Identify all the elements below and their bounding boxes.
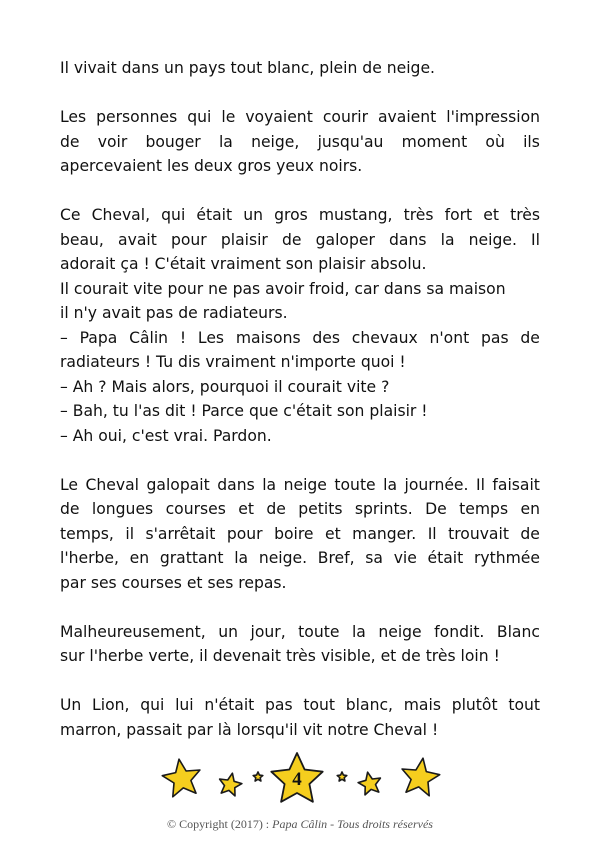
text-line [60, 522, 540, 547]
word: où [485, 132, 505, 151]
text-line: adorait ça ! C'était vraiment son plaisir absolu. [60, 255, 427, 273]
text-line: Il vivait dans un pays tout blanc, plein de neige. [60, 59, 436, 77]
word: ! [179, 328, 187, 347]
word: de [281, 230, 302, 249]
word: mustang, [318, 206, 393, 224]
word: galopait [146, 475, 210, 494]
story-page [60, 56, 540, 742]
star-icon [162, 759, 200, 797]
word: neige [283, 475, 327, 494]
paragraph [60, 693, 540, 742]
copyright-prefix: © Copyright (2017) : [167, 817, 273, 831]
paragraph-spacer [60, 81, 540, 106]
text-line [60, 130, 540, 155]
paragraph [60, 473, 540, 596]
word: Malheureusement, [60, 622, 206, 641]
word: Un [60, 696, 82, 714]
word: Bref, [317, 549, 355, 567]
text-line [60, 620, 540, 645]
word: de [60, 132, 80, 151]
word: neige, [251, 132, 300, 151]
word: ils [523, 132, 540, 151]
word: très [403, 206, 434, 224]
word: fondit. [434, 622, 485, 641]
word: de [266, 500, 286, 518]
paragraph [60, 620, 540, 669]
text-line [60, 693, 540, 718]
word: de [60, 500, 80, 518]
word: faisait [492, 475, 540, 494]
text-line: par ses courses et ses repas. [60, 573, 287, 592]
word: et [238, 500, 254, 518]
word: de [520, 524, 540, 543]
word: en [129, 549, 150, 567]
word: avait [118, 230, 157, 249]
word: toute [334, 475, 376, 494]
text-line: – Ah oui, c'est vrai. Pardon. [60, 426, 272, 445]
word: l'impression [446, 108, 540, 126]
word: Ce [60, 206, 81, 224]
footer-stars-decoration [0, 752, 600, 812]
word: Il [475, 475, 485, 494]
word: la [234, 549, 249, 567]
word: la [262, 475, 277, 494]
word: plutôt [451, 696, 498, 714]
word: galoper [315, 230, 375, 249]
star-icon [358, 772, 380, 795]
word: chevaux [351, 328, 418, 347]
word: toute [298, 622, 340, 641]
text-line [60, 326, 540, 351]
word: neige. [468, 230, 517, 249]
word: boire [274, 524, 314, 543]
copyright-notice [0, 817, 600, 832]
word: la [383, 475, 398, 494]
word: n'était [204, 696, 255, 714]
text-line: marron, passait par là lorsqu'il vit notre Cheval ! [60, 720, 439, 739]
text-line [60, 105, 540, 130]
word: le [221, 108, 236, 126]
word: était [196, 206, 233, 224]
word: la [351, 622, 366, 641]
word: Les [197, 328, 225, 347]
word: journée. [404, 475, 469, 494]
star-icon [402, 758, 440, 796]
word: beau, [60, 230, 104, 249]
word: des [312, 328, 340, 347]
paragraph [60, 203, 540, 448]
word: jour, [250, 622, 286, 641]
word: courir [322, 108, 368, 126]
word: Cheval [85, 475, 139, 494]
text-line [60, 497, 540, 522]
word: et [324, 524, 341, 543]
word: neige. [258, 549, 308, 567]
word: tout [303, 696, 336, 714]
word: moment [401, 132, 468, 151]
star-icon [220, 773, 242, 796]
word: rythmée [473, 549, 540, 567]
text-line: – Ah ? Mais alors, pourquoi il courait vite ? [60, 377, 390, 396]
text-line: – Bah, tu l'as dit ! Parce que c'était son plaisir ! [60, 402, 428, 420]
word: – [60, 328, 68, 347]
word: temps, [60, 524, 114, 543]
word: très [510, 206, 540, 224]
word: et [483, 206, 499, 224]
word: bouger [145, 132, 201, 151]
word: De [425, 500, 447, 518]
word: voir [97, 132, 128, 151]
text-line [60, 546, 540, 571]
word: Le [60, 475, 79, 494]
text-line: apercevaient les deux gros yeux noirs. [60, 157, 363, 175]
word: voyaient [245, 108, 313, 126]
paragraph [60, 105, 540, 179]
word: gros [274, 206, 308, 224]
word: Câlin [129, 328, 169, 347]
word: neige [378, 622, 422, 641]
word: s'arrêtait [145, 524, 216, 543]
word: sa [365, 549, 383, 567]
paragraph-spacer [60, 179, 540, 204]
word: blanc, [345, 696, 393, 714]
word: pas [481, 328, 509, 347]
word: Papa [79, 328, 118, 347]
copyright-owner: Papa Câlin - Tous droits réservés [272, 817, 433, 831]
word: dans [217, 475, 255, 494]
word: trouvait [448, 524, 509, 543]
word: dans [389, 230, 427, 249]
star-icon [253, 772, 263, 781]
word: lui [175, 696, 194, 714]
word: un [243, 206, 263, 224]
word: n'ont [429, 328, 470, 347]
text-line: Il courait vite pour ne pas avoir froid, car dans sa maison [60, 279, 506, 298]
text-line: il n'y avait pas de radiateurs. [60, 304, 288, 322]
word: manger. [352, 524, 417, 543]
word: longues [91, 500, 154, 518]
paragraph [60, 56, 540, 81]
paragraph-spacer [60, 669, 540, 694]
word: de [520, 328, 540, 347]
word: en [520, 500, 540, 518]
word: la [218, 132, 233, 151]
word: sprints. [354, 500, 413, 518]
word: Il [531, 230, 540, 249]
word: était [427, 549, 464, 567]
word: tout [508, 696, 540, 714]
page-number: 4 [292, 769, 302, 790]
word: maisons [235, 328, 301, 347]
word: vie [393, 549, 417, 567]
word: pour [226, 524, 263, 543]
word: il [125, 524, 135, 543]
word: pas [265, 696, 293, 714]
word: l'herbe, [60, 549, 119, 567]
word: courses [165, 500, 226, 518]
text-line [60, 473, 540, 498]
word: plaisir [220, 230, 268, 249]
text-line [60, 203, 540, 228]
word: personnes [96, 108, 178, 126]
word: Blanc [496, 622, 540, 641]
word: avaient [378, 108, 437, 126]
text-line: radiateurs ! Tu dis vraiment n'importe quoi ! [60, 353, 406, 371]
paragraph-spacer [60, 595, 540, 620]
word: Cheval, [91, 206, 151, 224]
word: jusqu'au [317, 132, 384, 151]
word: grattant [159, 549, 224, 567]
word: Il [427, 524, 437, 543]
word: qui [140, 696, 165, 714]
word: pour [170, 230, 207, 249]
word: Lion, [92, 696, 130, 714]
word: fort [444, 206, 473, 224]
word: un [218, 622, 239, 641]
word: la [440, 230, 455, 249]
text-line [60, 228, 540, 253]
paragraph-spacer [60, 448, 540, 473]
word: Les [60, 108, 87, 126]
star-icon [337, 772, 347, 781]
word: temps [459, 500, 509, 518]
word: petits [298, 500, 343, 518]
text-line: sur l'herbe verte, il devenait très visible, et de très loin ! [60, 647, 500, 665]
word: mais [403, 696, 441, 714]
word: qui [161, 206, 186, 224]
word: qui [187, 108, 212, 126]
